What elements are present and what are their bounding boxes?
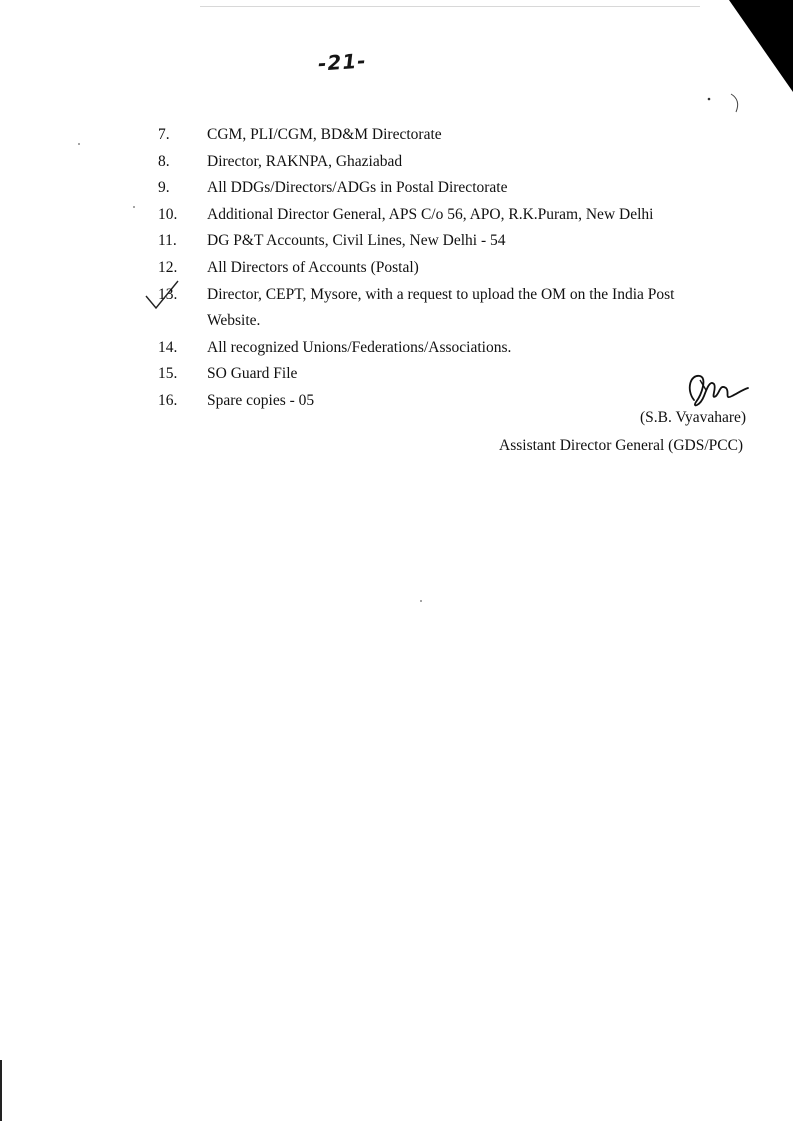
scan-speck (78, 143, 80, 145)
list-item (158, 202, 707, 229)
item-number: 11. (158, 232, 177, 250)
list-item (158, 388, 707, 415)
item-number: 7. (158, 126, 170, 143)
item-text: Director, CEPT, Mysore, with a request to upload the OM on the India Post Website. (207, 285, 675, 330)
scan-top-line (200, 6, 700, 7)
pen-mark (705, 90, 745, 120)
signatory-name: (S.B. Vyavahare) (640, 409, 747, 426)
list-item (158, 149, 707, 176)
item-text: Spare copies - 05 (207, 391, 315, 409)
item-number: 12. (158, 258, 178, 276)
item-text: Director, RAKNPA, Ghaziabad (207, 152, 403, 170)
scan-corner-shadow (729, 0, 793, 92)
item-number: 14. (158, 338, 178, 356)
list-item (158, 361, 707, 388)
item-text: Additional Director General, APS C/o 56, APO, R.K.Puram, New Delhi (207, 205, 654, 223)
scan-speck (420, 600, 422, 602)
signatory-designation: Assistant Director General (GDS/PCC) (499, 437, 744, 454)
item-number: 8. (158, 152, 170, 170)
list-item (158, 122, 707, 149)
item-number: 15. (158, 365, 178, 383)
item-number: 9. (158, 179, 170, 197)
page-number: -21- (317, 48, 368, 76)
list-item (158, 255, 707, 282)
item-text: All recognized Unions/Federations/Associations. (207, 338, 512, 356)
list-item (158, 282, 707, 335)
list-item (158, 335, 707, 362)
list-item (158, 175, 707, 202)
item-number: 13. (158, 285, 178, 303)
item-number: 10. (158, 205, 178, 223)
item-text: DG P&T Accounts, Civil Lines, New Delhi - 54 (207, 232, 506, 250)
scan-speck (133, 206, 135, 208)
item-text: CGM, PLI/CGM, BD&M Directorate (207, 126, 442, 143)
item-text: SO Guard File (207, 365, 298, 383)
scan-edge-shadow (0, 1060, 2, 1121)
list-item (158, 228, 707, 255)
item-number: 16. (158, 391, 178, 409)
item-text: All Directors of Accounts (Postal) (207, 258, 419, 276)
copy-to-list (158, 122, 707, 415)
item-text: All DDGs/Directors/ADGs in Postal Directorate (207, 179, 508, 197)
